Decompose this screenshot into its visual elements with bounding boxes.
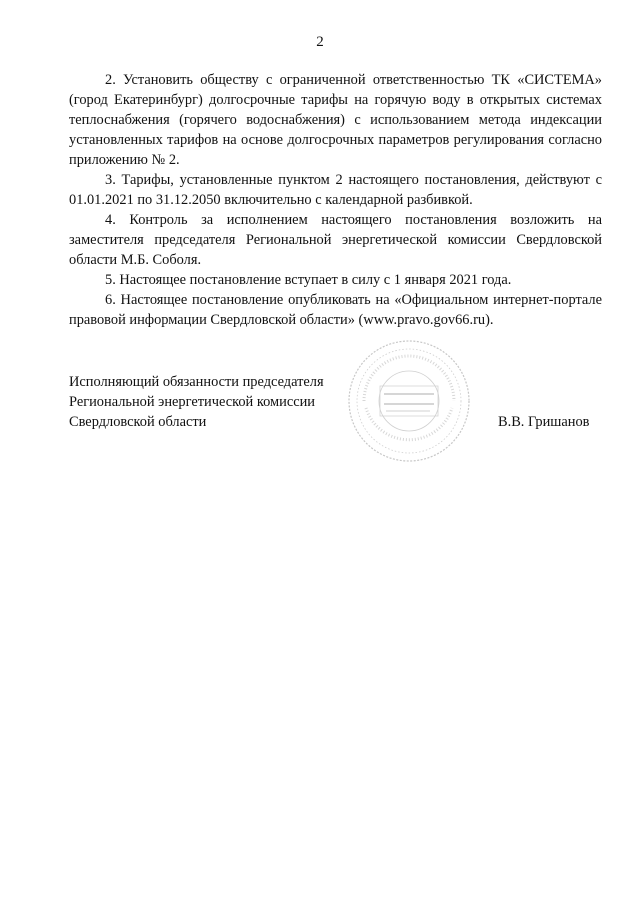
page-number: 2 [316,34,324,50]
paragraph-6: 6. Настоящее постановление опубликовать на «Официальном интернет-портале правовой информации Свердловской области» (www.pravo.gov66.ru). [69,292,602,328]
document-body [69,70,602,330]
signatory-position-line-1: Исполняющий обязанности председателя [69,374,324,390]
signatory-position-line-3: Свердловской области [69,414,207,430]
paragraph-4: 4. Контроль за исполнением настоящего постановления возложить на заместителя председателя Региональной энергетической комиссии Свердловской области М.Б. Соболя. [69,212,602,268]
signatory-position-line-2: Региональной энергетической комиссии [69,394,315,410]
signatory-position [69,372,369,432]
paragraph-3: 3. Тарифы, установленные пунктом 2 настоящего постановления, действуют с 01.01.2021 по 31.12.2050 включительно с календарной разбивкой. [69,172,602,208]
signatory-name: В.В. Гришанов [498,414,590,430]
paragraph-5: 5. Настоящее постановление вступает в силу с 1 января 2021 года. [105,272,512,288]
paragraph-2: 2. Установить обществу с ограниченной ответственностью ТК «СИСТЕМА» (город Екатеринбург) долгосрочные тарифы на горячую воду в открытых системах теплоснабжения (горячего водоснабжения) с использованием метода индексации установленных тарифов на основе долгосрочных параметров регулирования согласно приложению № 2. [69,72,602,168]
